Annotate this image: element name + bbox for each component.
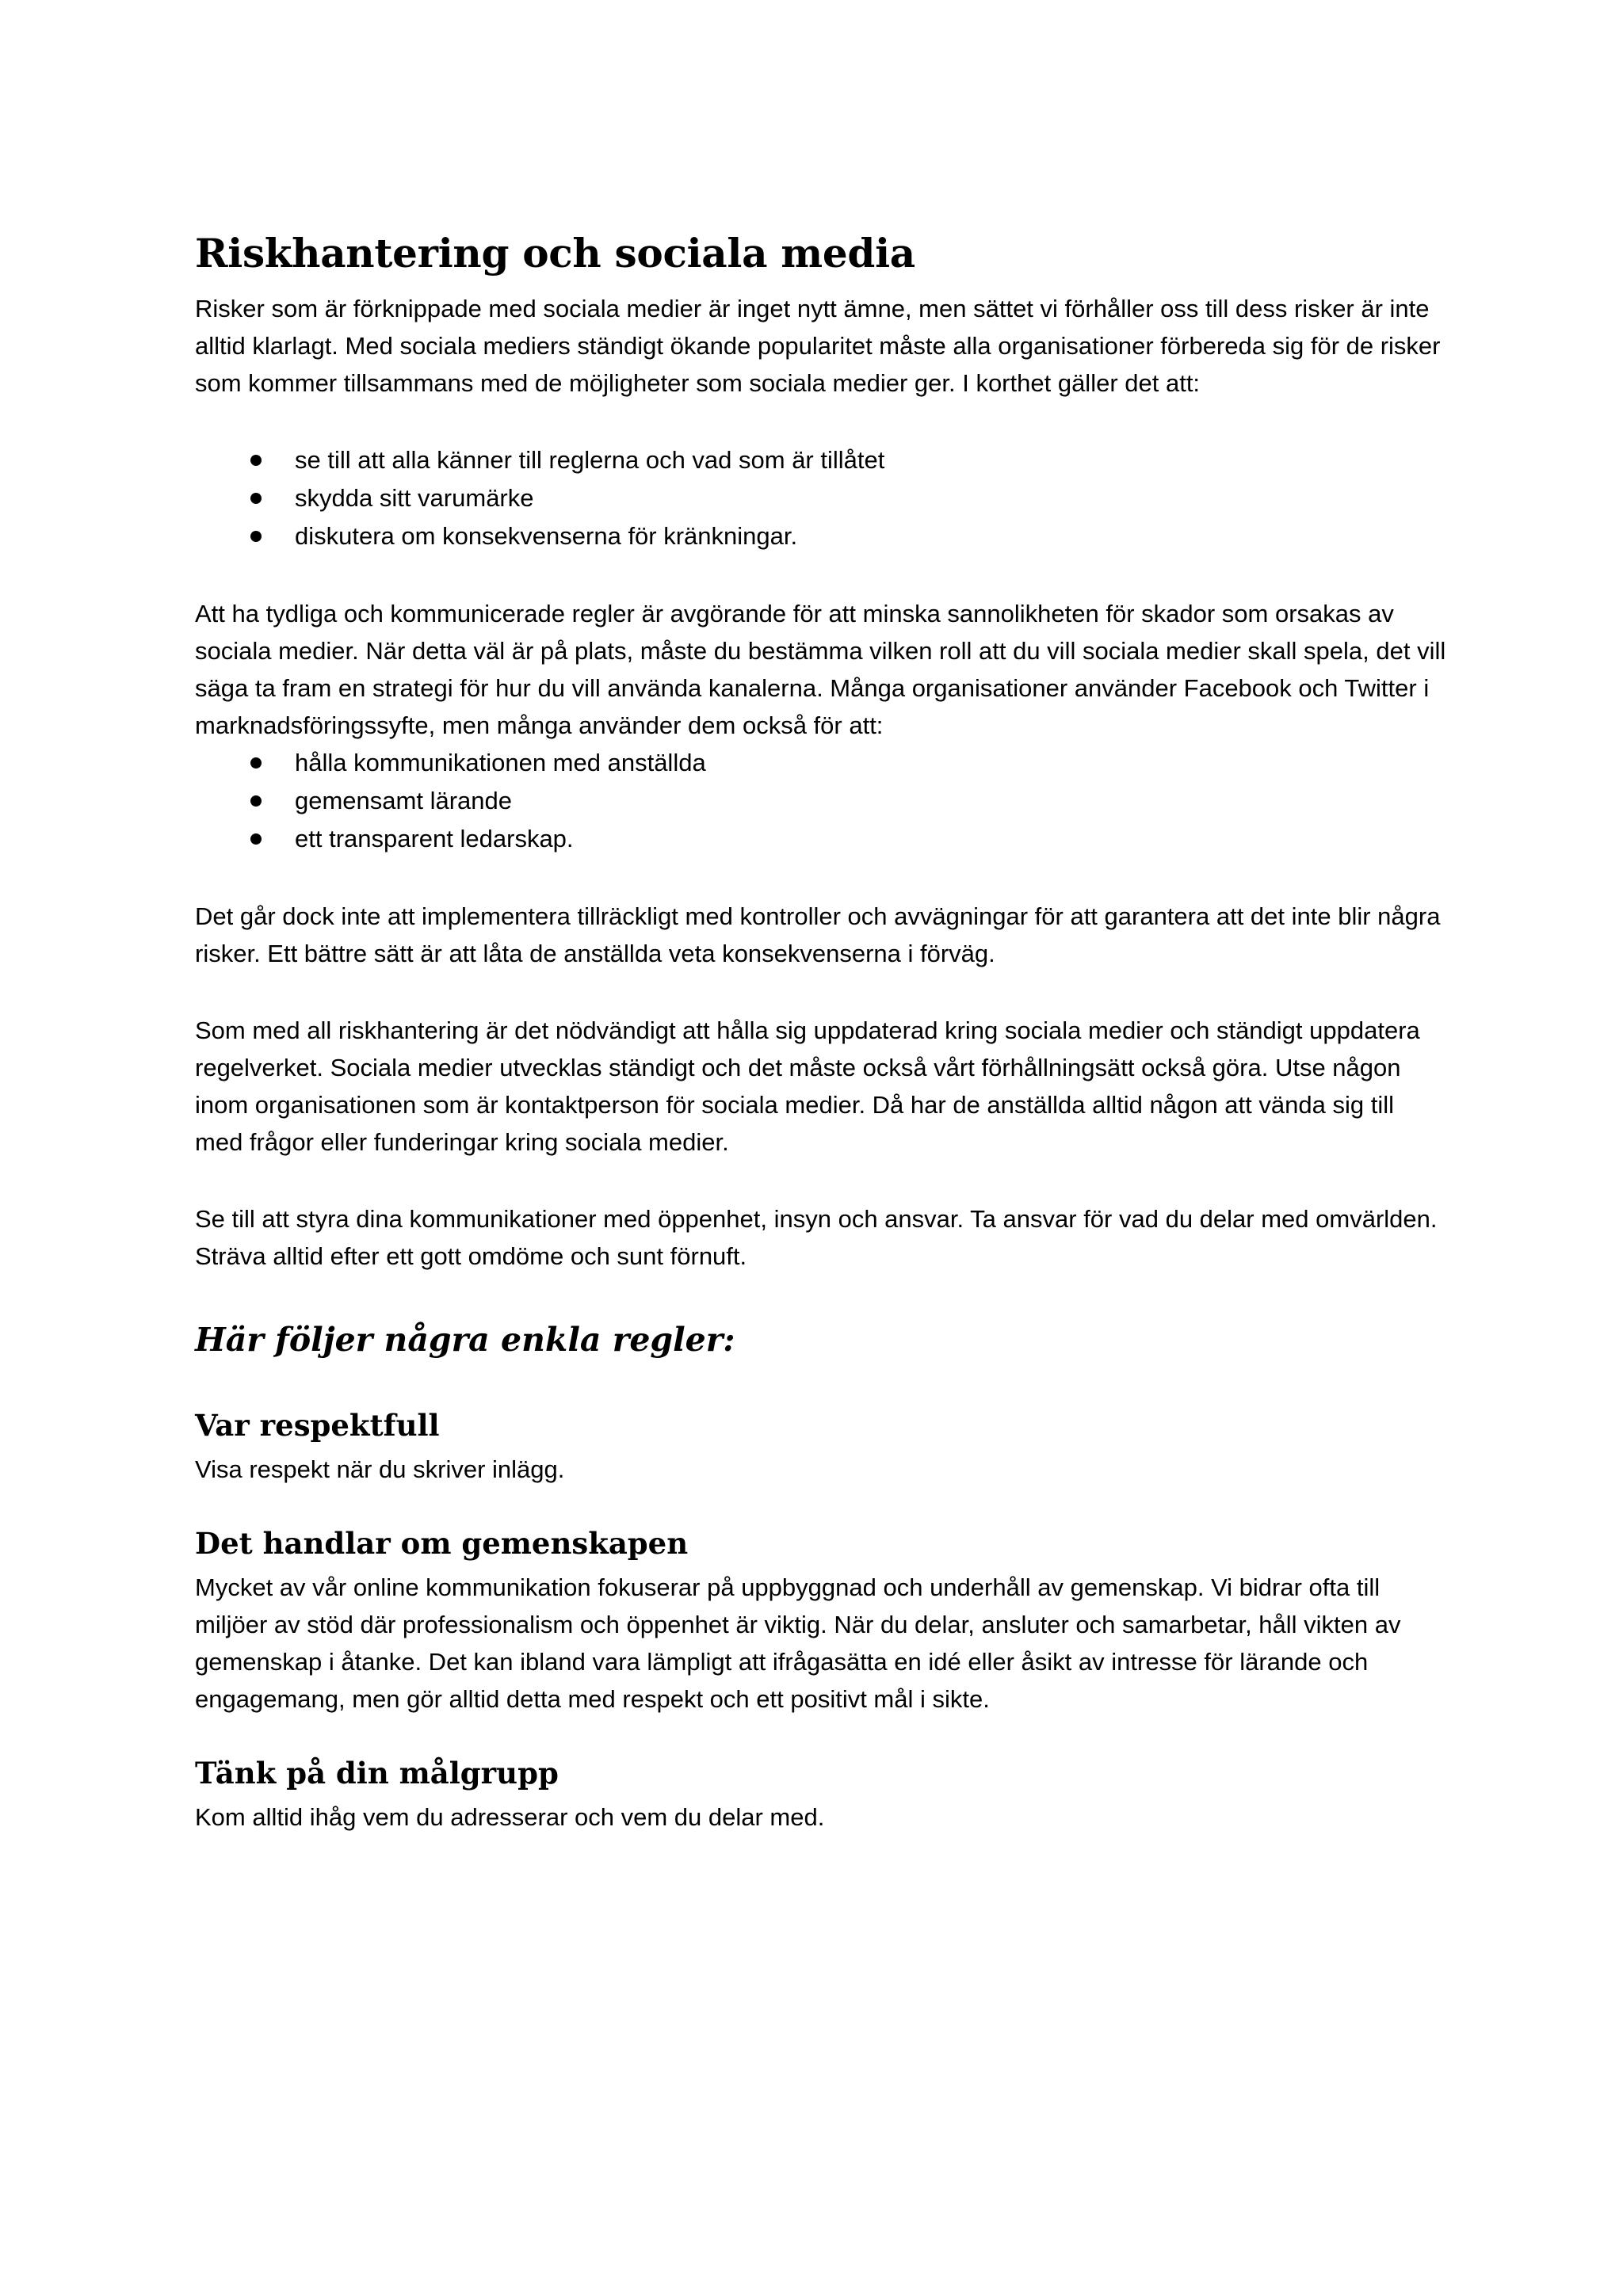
- bullet-list-1: [195, 441, 1447, 555]
- rule-heading-respect: Var respektfull: [195, 1408, 440, 1443]
- rule-text-community: Mycket av vår online kommunikation fokuserar på uppbyggnad och underhåll av gemenskap. Vi bidrar ofta till miljöer av stöd där professionalism och öppenhet är viktig. När du delar, ansluter och samarbetar, håll vikten av gemenskap i åtanke. Det kan ibland vara lämpligt att ifrågasätta en idé eller åsikt av intresse för lärande och engagemang, men gör alltid detta med respekt och ett positivt mål i sikte.: [195, 1573, 1401, 1713]
- document-body: [195, 222, 1447, 1836]
- rule-text-audience: Kom alltid ihåg vem du adresserar och vem du delar med.: [195, 1803, 825, 1831]
- list-item-text: gemensamt lärande: [295, 787, 512, 814]
- bullet-icon: [250, 757, 262, 769]
- list-item-text: diskutera om konsekvenserna för kränkningar.: [295, 522, 798, 550]
- bullet-icon: [250, 455, 262, 466]
- rules-heading: Här följer några enkla regler:: [195, 1321, 735, 1359]
- paragraph-controls: Det går dock inte att implementera tillräckligt med kontroller och avvägningar för att garantera att det inte blir några risker. Ett bättre sätt är att låta de anställda veta konsekvenserna i förväg.: [195, 902, 1441, 967]
- rule-heading-community: Det handlar om gemenskapen: [195, 1526, 689, 1561]
- list-item: [195, 479, 1447, 517]
- paragraph-risk-management: Som med all riskhantering är det nödvändigt att hålla sig uppdaterad kring sociala medier och ständigt uppdatera regelverket. Sociala medier utvecklas ständigt och det måste också vårt förhållningsätt också göra. Utse någon inom organisationen som är kontaktperson för sociala medier. Då har de anställda alltid någon att vända sig till med frågor eller funderingar kring sociala medier.: [195, 1016, 1420, 1156]
- bullet-icon: [250, 833, 262, 845]
- list-item: [195, 517, 1447, 555]
- list-item-text: ett transparent ledarskap.: [295, 825, 574, 852]
- bullet-icon: [250, 795, 262, 807]
- paragraph-transparency: Se till att styra dina kommunikationer med öppenhet, insyn och ansvar. Ta ansvar för vad du delar med omvärlden. Sträva alltid efter ett gott omdöme och sunt förnuft.: [195, 1205, 1438, 1270]
- rule-heading-audience: Tänk på din målgrupp: [195, 1756, 559, 1791]
- list-item: [195, 744, 1447, 782]
- bullet-icon: [250, 531, 262, 542]
- list-item-text: skydda sitt varumärke: [295, 484, 534, 512]
- list-item-text: hålla kommunikationen med anställda: [295, 749, 706, 776]
- list-item: [195, 820, 1447, 858]
- rule-text-respect: Visa respekt när du skriver inlägg.: [195, 1455, 565, 1483]
- list-item: [195, 441, 1447, 479]
- intro-paragraph: Risker som är förknippade med sociala medier är inget nytt ämne, men sättet vi förhåller oss till dess risker är inte alltid klarlagt. Med sociala mediers ständigt ökande popularitet måste alla organisationer förbereda sig för de risker som kommer tillsammans med de möjligheter som sociala medier ger. I korthet gäller det att:: [195, 295, 1441, 397]
- list-item: [195, 782, 1447, 820]
- bullet-list-2: [195, 744, 1447, 858]
- list-item-text: se till att alla känner till reglerna och vad som är tillåtet: [295, 446, 885, 474]
- paragraph-rules-strategy: Att ha tydliga och kommunicerade regler är avgörande för att minska sannolikheten för skador som orsakas av sociala medier. När detta väl är på plats, måste du bestämma vilken roll att du vill sociala medier skall spela, det vill säga ta fram en strategi för hur du vill använda kanalerna. Många organisationer använder Facebook och Twitter i marknadsföringssyfte, men många använder dem också för att:: [195, 600, 1446, 739]
- bullet-icon: [250, 493, 262, 504]
- page-title: Riskhantering och sociala media: [195, 230, 915, 277]
